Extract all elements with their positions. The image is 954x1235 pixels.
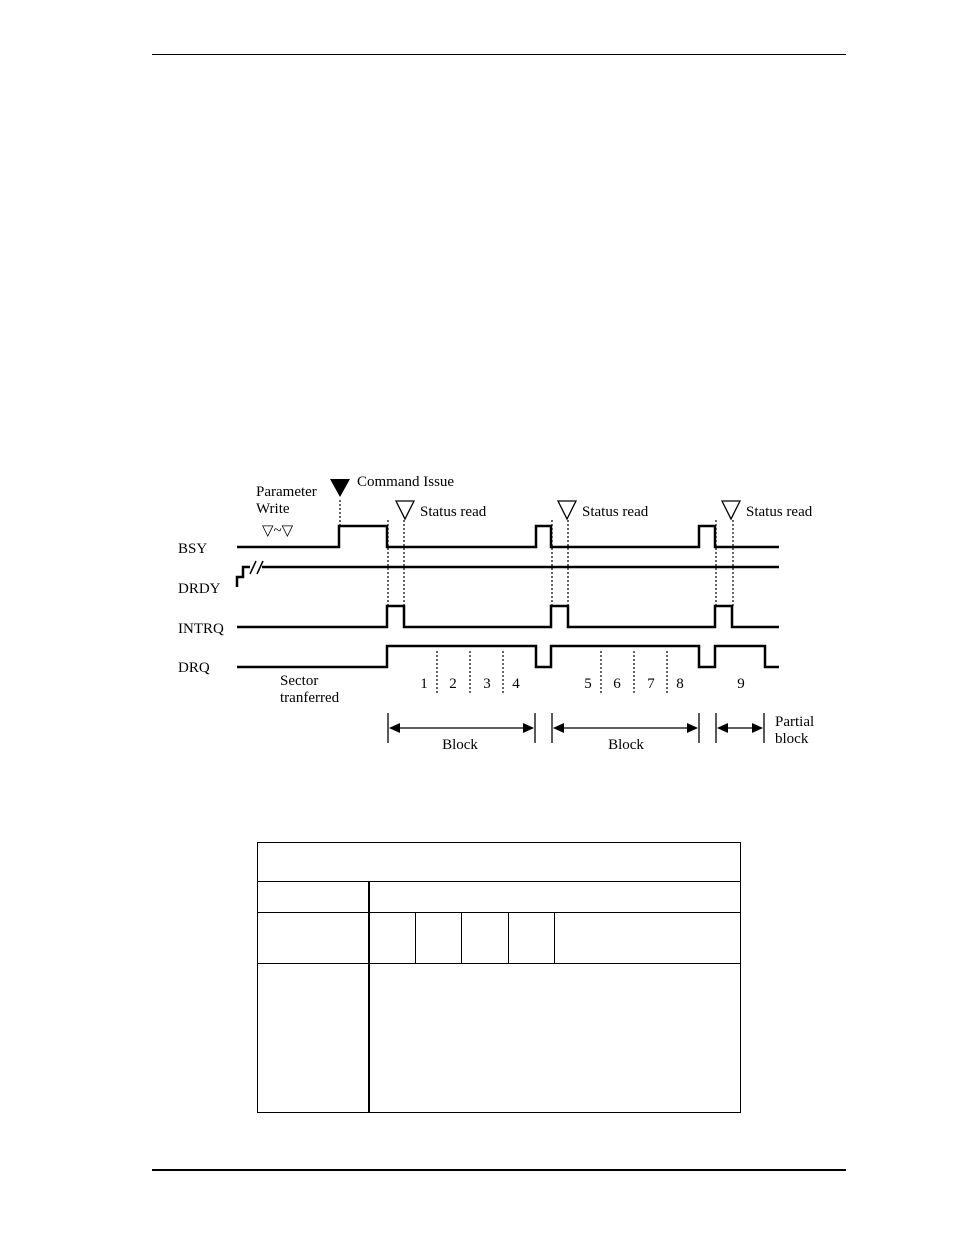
command-issue-label: Command Issue	[357, 474, 455, 490]
sector-number: 9	[737, 676, 745, 692]
signal-label-intrq: INTRQ	[178, 621, 224, 637]
block-dimension-arrow	[687, 723, 698, 733]
block-label: Block	[608, 737, 644, 753]
parameter-write-label: Write	[256, 501, 290, 517]
status-read-marker	[558, 501, 576, 519]
sector-number: 6	[613, 676, 621, 692]
sector-number: 1	[420, 676, 428, 692]
status-read-label: Status read	[746, 504, 813, 520]
status-read-marker	[396, 501, 414, 519]
block-dimension-arrow	[523, 723, 534, 733]
parameter-write-symbol: ▽~▽	[262, 523, 294, 539]
signal-label-bsy: BSY	[178, 541, 208, 557]
signal-label-drdy: DRDY	[178, 581, 221, 597]
partial-block-dimension-arrow	[752, 723, 763, 733]
block-dimension-arrow	[389, 723, 400, 733]
sector-number: 7	[647, 676, 655, 692]
bit-divider-4	[554, 913, 555, 963]
sector-number: 3	[483, 676, 491, 692]
bit-divider-1	[415, 913, 416, 963]
waveforms	[237, 526, 779, 667]
table-row-divider-2	[257, 963, 741, 964]
footer-rule	[152, 1169, 846, 1171]
parameter-write-label: Parameter	[256, 484, 317, 500]
command-issue-marker	[330, 479, 350, 497]
table-outer-border	[257, 842, 741, 1113]
sector-number: 4	[512, 676, 520, 692]
sector-label: tranferred	[280, 690, 340, 706]
drdy-wave-left	[237, 567, 250, 587]
status-read-label: Status read	[420, 504, 487, 520]
sector-number: 5	[584, 676, 592, 692]
labels	[178, 474, 814, 753]
drq-wave	[237, 646, 779, 667]
signal-label-drq: DRQ	[178, 660, 210, 676]
bsy-wave	[237, 526, 779, 547]
register-table	[257, 842, 741, 1113]
table-title-divider	[257, 881, 741, 882]
partial-block-label: block	[775, 731, 809, 747]
status-read-marker	[722, 501, 740, 519]
block-label: Block	[442, 737, 478, 753]
drdy-break-mark-1	[250, 561, 256, 574]
block-dimension-arrow	[553, 723, 564, 733]
partial-block-label: Partial	[775, 714, 815, 730]
sector-number: 2	[449, 676, 457, 692]
bit-divider-3	[508, 913, 509, 963]
intrq-wave	[237, 606, 779, 627]
table-column-divider	[368, 882, 370, 1113]
partial-block-dimension-arrow	[717, 723, 728, 733]
sector-label: Sector	[280, 673, 319, 689]
table-row-divider-1	[257, 912, 741, 913]
status-read-label: Status read	[582, 504, 649, 520]
bit-divider-2	[461, 913, 462, 963]
sector-number: 8	[676, 676, 684, 692]
